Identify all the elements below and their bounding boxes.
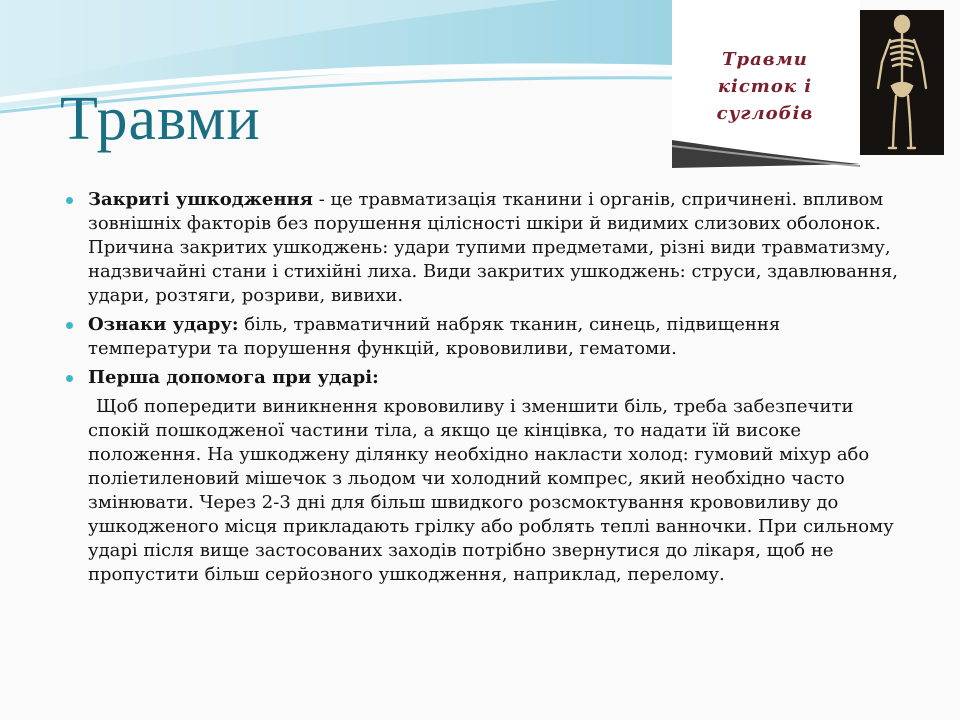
bullet-icon	[66, 375, 73, 382]
badge-line-1: Травми	[722, 49, 808, 70]
slide-title: Травми	[60, 85, 261, 153]
list-item	[66, 366, 902, 390]
item-lead: Ознаки удару:	[88, 314, 239, 335]
slide-content	[66, 188, 902, 587]
skeleton-icon	[860, 10, 944, 155]
bullet-icon	[66, 197, 73, 204]
list-item	[66, 313, 902, 361]
item-text: - це травматизація тканини і органів, спричинені. впливом зовнішніх факторів без порушення цілісності шкіри й видимих слизових оболонок. Причина закритих ушкоджень: удари тупими предметами, різні види травматизму, надзвичайні стани і стихійні лиха. Види закритих ушкоджень: струси, здавлювання, удари, розтяги, розриви, вивихи.	[88, 189, 898, 306]
item-lead: Перша допомога при ударі:	[88, 367, 379, 388]
badge-text	[690, 46, 840, 127]
badge-line-3: суглобів	[716, 103, 814, 124]
skeleton-image	[860, 10, 944, 155]
list-item	[66, 188, 902, 308]
badge-line-2: кісток і	[717, 76, 813, 97]
item-text: біль, травматичний набряк тканин, синець, підвищення температури та порушення функцій, крововиливи, гематоми.	[88, 314, 781, 359]
first-aid-text: Щоб попередити виникнення крововиливу і зменшити біль, треба забезпечити спокій пошкодженої частини тіла, а якщо це кінцівка, то надати їй високе положення. На ушкоджену ділянку необхідно накласти холод: гумовий міхур або поліетиленовий мішечок з льодом чи холодний компрес, який необхідно часто змінювати. Через 2-3 дні для більш швидкого розсмоктування крововиливу до ушкодженого місця прикладають грілку або роблять теплі ванночки. При сильному ударі після вище застосованих заходів потрібно звернутися до лікаря, щоб не пропустити більш серйозного ушкодження, наприклад, перелому.	[88, 396, 894, 585]
bullet-icon	[66, 322, 73, 329]
item-lead: Закриті ушкодження	[88, 189, 313, 210]
